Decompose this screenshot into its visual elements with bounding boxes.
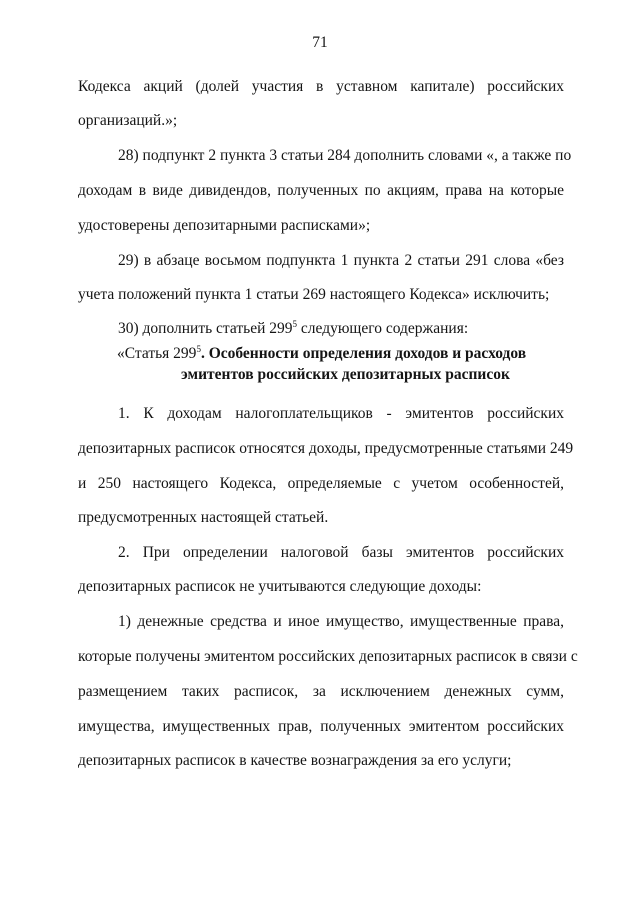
text-line: 28) подпункт 2 пункта 3 статьи 284 дополнить словами «, а также по bbox=[118, 147, 572, 164]
text-line: 2. При определении налоговой базы эмитентов российских bbox=[118, 544, 564, 561]
text-line: и 250 настоящего Кодекса, определяемые с учетом особенностей, bbox=[78, 475, 564, 492]
text-line: доходам в виде дивидендов, полученных по акциям, права на которые bbox=[78, 182, 564, 199]
text-fragment: следующего содержания: bbox=[297, 320, 469, 337]
text-line: 1) денежные средства и иное имущество, имущественные права, bbox=[118, 613, 564, 630]
text-line: учета положений пункта 1 статьи 269 настоящего Кодекса» исключить; bbox=[78, 286, 550, 303]
text-line: депозитарных расписок относятся доходы, предусмотренные статьями 249 bbox=[78, 440, 574, 457]
text-line: 1. К доходам налогоплательщиков - эмитентов российских bbox=[118, 405, 564, 422]
text-line: депозитарных расписок в качестве вознаграждения за его услуги; bbox=[78, 752, 512, 769]
text-line: размещением таких расписок, за исключением денежных сумм, bbox=[78, 683, 564, 700]
text-line: 29) в абзаце восьмом подпункта 1 пункта 2 статьи 291 слова «без bbox=[118, 252, 564, 269]
text-line: которые получены эмитентом российских депозитарных расписок в связи с bbox=[78, 648, 578, 665]
text-line bbox=[118, 318, 564, 340]
page-number: 71 bbox=[312, 34, 328, 51]
text-fragment: 30) дополнить статьей 299 bbox=[118, 320, 293, 337]
article-title-line-2: эмитентов российских депозитарных расписок bbox=[181, 366, 510, 383]
text-line: организаций.»; bbox=[78, 112, 178, 129]
title-prefix: «Статья 299 bbox=[117, 345, 197, 362]
text-line: удостоверены депозитарными расписками»; bbox=[78, 217, 371, 234]
title-bold: Особенности определения доходов и расходов bbox=[204, 345, 527, 362]
text-line: имущества, имущественных прав, полученных эмитентом российских bbox=[78, 718, 564, 735]
text-line: депозитарных расписок не учитываются следующие доходы: bbox=[78, 578, 482, 595]
article-title-line-1 bbox=[117, 343, 526, 365]
text-line: Кодекса акций (долей участия в уставном капитале) российских bbox=[78, 78, 564, 95]
text-line: предусмотренных настоящей статьей. bbox=[78, 509, 329, 526]
title-dot: . bbox=[200, 345, 205, 362]
superscript: 5 bbox=[196, 344, 201, 354]
superscript: 5 bbox=[292, 319, 298, 329]
